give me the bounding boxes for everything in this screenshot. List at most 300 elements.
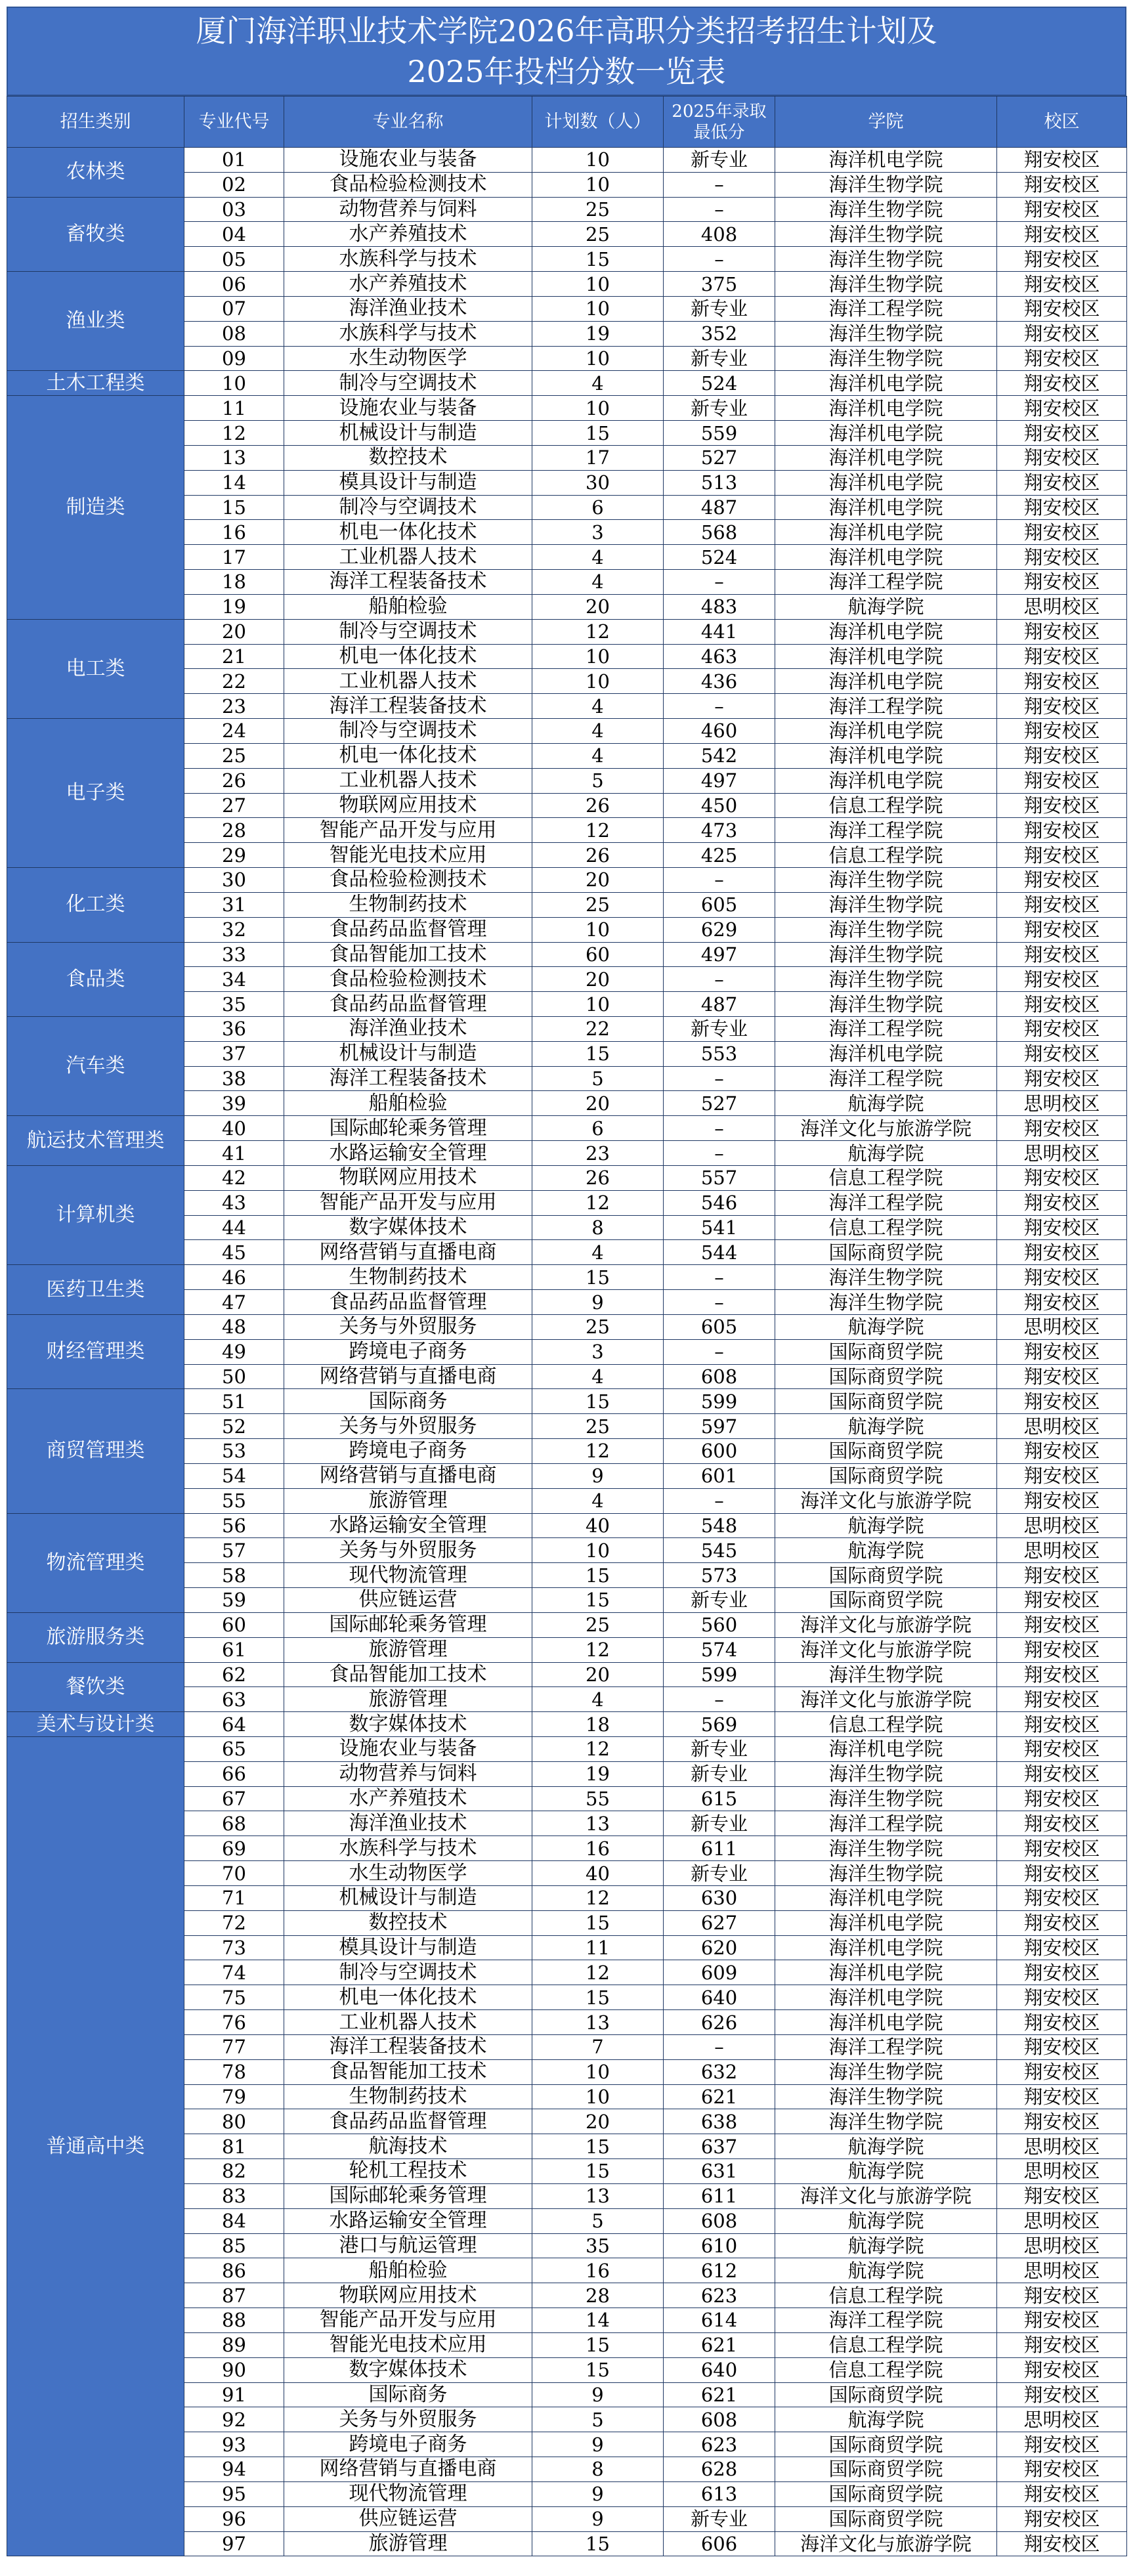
- category-cell: 电子类: [7, 719, 184, 868]
- major-name-cell: 水生动物医学: [284, 346, 532, 371]
- major-name-cell: 船舶检验: [284, 1091, 532, 1116]
- min-score-cell: 608: [664, 2407, 775, 2432]
- college-cell: 海洋工程学院: [775, 1811, 997, 1836]
- college-cell: 海洋工程学院: [775, 1016, 997, 1041]
- min-score-cell: 473: [664, 818, 775, 843]
- min-score-cell: 560: [664, 1612, 775, 1637]
- major-name-cell: 水族科学与技术: [284, 1836, 532, 1861]
- header-category: 招生类别: [7, 97, 184, 148]
- major-name-cell: 食品药品监督管理: [284, 992, 532, 1017]
- major-name-cell: 水路运输安全管理: [284, 1141, 532, 1166]
- major-code-cell: 10: [184, 371, 284, 396]
- campus-cell: 思明校区: [997, 594, 1127, 619]
- plan-count-cell: 12: [532, 818, 664, 843]
- plan-count-cell: 12: [532, 1960, 664, 1985]
- campus-cell: 翔安校区: [997, 470, 1127, 495]
- plan-count-cell: 15: [532, 421, 664, 446]
- campus-cell: 翔安校区: [997, 818, 1127, 843]
- major-name-cell: 智能产品开发与应用: [284, 2308, 532, 2333]
- major-code-cell: 17: [184, 545, 284, 570]
- college-cell: 国际商贸学院: [775, 2481, 997, 2506]
- college-cell: 海洋文化与旅游学院: [775, 1116, 997, 1141]
- min-score-cell: 600: [664, 1439, 775, 1464]
- campus-cell: 思明校区: [997, 2159, 1127, 2184]
- plan-count-cell: 8: [532, 1215, 664, 1240]
- table-row: [7, 1389, 1127, 1414]
- major-code-cell: 81: [184, 2134, 284, 2159]
- plan-count-cell: 25: [532, 197, 664, 222]
- min-score-cell: 450: [664, 793, 775, 818]
- min-score-cell: 608: [664, 2208, 775, 2233]
- major-code-cell: 66: [184, 1761, 284, 1786]
- min-score-cell: 637: [664, 2134, 775, 2159]
- campus-cell: 翔安校区: [997, 545, 1127, 570]
- major-code-cell: 35: [184, 992, 284, 1017]
- plan-count-cell: 4: [532, 719, 664, 744]
- major-code-cell: 27: [184, 793, 284, 818]
- major-code-cell: 47: [184, 1290, 284, 1315]
- header-code: 专业代号: [184, 97, 284, 148]
- college-cell: 国际商贸学院: [775, 2457, 997, 2482]
- major-name-cell: 现代物流管理: [284, 2481, 532, 2506]
- major-code-cell: 54: [184, 1463, 284, 1488]
- major-code-cell: 60: [184, 1612, 284, 1637]
- campus-cell: 翔安校区: [997, 843, 1127, 868]
- campus-cell: 思明校区: [997, 2258, 1127, 2283]
- major-name-cell: 智能光电技术应用: [284, 843, 532, 868]
- major-code-cell: 37: [184, 1041, 284, 1066]
- min-score-cell: 542: [664, 743, 775, 768]
- plan-count-cell: 25: [532, 222, 664, 247]
- major-code-cell: 15: [184, 495, 284, 520]
- min-score-cell: 487: [664, 992, 775, 1017]
- college-cell: 海洋机电学院: [775, 644, 997, 669]
- campus-cell: 翔安校区: [997, 1016, 1127, 1041]
- college-cell: 航海学院: [775, 1141, 997, 1166]
- major-name-cell: 动物营养与饲料: [284, 197, 532, 222]
- college-cell: 海洋工程学院: [775, 570, 997, 595]
- college-cell: 海洋工程学院: [775, 818, 997, 843]
- min-score-cell: 632: [664, 2059, 775, 2084]
- major-name-cell: 航海技术: [284, 2134, 532, 2159]
- major-name-cell: 供应链运营: [284, 2506, 532, 2531]
- header-min-score: 2025年录取最低分: [664, 97, 775, 148]
- min-score-cell: 527: [664, 1091, 775, 1116]
- plan-count-cell: 15: [532, 1588, 664, 1613]
- major-code-cell: 32: [184, 917, 284, 942]
- major-code-cell: 52: [184, 1414, 284, 1439]
- plan-count-cell: 10: [532, 644, 664, 669]
- campus-cell: 翔安校区: [997, 1215, 1127, 1240]
- table-row: [7, 272, 1127, 297]
- campus-cell: 翔安校区: [997, 2084, 1127, 2109]
- plan-count-cell: 26: [532, 1165, 664, 1190]
- major-name-cell: 关务与外贸服务: [284, 1538, 532, 1563]
- min-score-cell: 623: [664, 2283, 775, 2308]
- min-score-cell: –: [664, 1141, 775, 1166]
- min-score-cell: 新专业: [664, 1588, 775, 1613]
- plan-count-cell: 12: [532, 1737, 664, 1762]
- major-name-cell: 水路运输安全管理: [284, 1513, 532, 1538]
- college-cell: 海洋生物学院: [775, 2059, 997, 2084]
- major-name-cell: 现代物流管理: [284, 1563, 532, 1588]
- major-code-cell: 67: [184, 1786, 284, 1811]
- min-score-cell: 610: [664, 2233, 775, 2258]
- table-header-row: [7, 97, 1127, 148]
- campus-cell: 翔安校区: [997, 1761, 1127, 1786]
- campus-cell: 翔安校区: [997, 2531, 1127, 2556]
- major-code-cell: 42: [184, 1165, 284, 1190]
- major-code-cell: 63: [184, 1687, 284, 1712]
- min-score-cell: 527: [664, 445, 775, 470]
- plan-count-cell: 3: [532, 1339, 664, 1364]
- college-cell: 海洋生物学院: [775, 917, 997, 942]
- college-cell: 海洋工程学院: [775, 2308, 997, 2333]
- major-name-cell: 智能产品开发与应用: [284, 1190, 532, 1215]
- college-cell: 信息工程学院: [775, 2332, 997, 2357]
- min-score-cell: 新专业: [664, 1737, 775, 1762]
- college-cell: 海洋生物学院: [775, 272, 997, 297]
- campus-cell: 思明校区: [997, 1141, 1127, 1166]
- plan-count-cell: 15: [532, 2531, 664, 2556]
- college-cell: 海洋机电学院: [775, 520, 997, 545]
- campus-cell: 翔安校区: [997, 1588, 1127, 1613]
- campus-cell: 翔安校区: [997, 1811, 1127, 1836]
- min-score-cell: 559: [664, 421, 775, 446]
- major-name-cell: 数控技术: [284, 445, 532, 470]
- campus-cell: 翔安校区: [997, 346, 1127, 371]
- major-code-cell: 43: [184, 1190, 284, 1215]
- campus-cell: 翔安校区: [997, 2283, 1127, 2308]
- plan-count-cell: 4: [532, 570, 664, 595]
- plan-count-cell: 10: [532, 172, 664, 197]
- min-score-cell: 640: [664, 2357, 775, 2382]
- college-cell: 海洋机电学院: [775, 1737, 997, 1762]
- major-code-cell: 12: [184, 421, 284, 446]
- min-score-cell: 新专业: [664, 2506, 775, 2531]
- table-row: [7, 396, 1127, 421]
- min-score-cell: 623: [664, 2432, 775, 2457]
- major-code-cell: 44: [184, 1215, 284, 1240]
- plan-count-cell: 10: [532, 917, 664, 942]
- major-name-cell: 船舶检验: [284, 2258, 532, 2283]
- major-name-cell: 设施农业与装备: [284, 396, 532, 421]
- campus-cell: 翔安校区: [997, 1041, 1127, 1066]
- college-cell: 海洋文化与旅游学院: [775, 1488, 997, 1513]
- min-score-cell: 新专业: [664, 1861, 775, 1886]
- major-name-cell: 食品智能加工技术: [284, 942, 532, 967]
- plan-count-cell: 4: [532, 371, 664, 396]
- major-code-cell: 87: [184, 2283, 284, 2308]
- major-name-cell: 机械设计与制造: [284, 421, 532, 446]
- college-cell: 海洋机电学院: [775, 619, 997, 644]
- major-name-cell: 制冷与空调技术: [284, 495, 532, 520]
- college-cell: 海洋工程学院: [775, 1066, 997, 1091]
- min-score-cell: –: [664, 1116, 775, 1141]
- major-code-cell: 03: [184, 197, 284, 222]
- plan-count-cell: 26: [532, 843, 664, 868]
- college-cell: 海洋文化与旅游学院: [775, 1637, 997, 1662]
- campus-cell: 思明校区: [997, 2208, 1127, 2233]
- plan-count-cell: 20: [532, 1662, 664, 1687]
- table-row: [7, 371, 1127, 396]
- major-code-cell: 30: [184, 868, 284, 893]
- major-code-cell: 88: [184, 2308, 284, 2333]
- min-score-cell: 628: [664, 2457, 775, 2482]
- college-cell: 航海学院: [775, 1314, 997, 1339]
- campus-cell: 翔安校区: [997, 2457, 1127, 2482]
- min-score-cell: 631: [664, 2159, 775, 2184]
- major-code-cell: 45: [184, 1240, 284, 1265]
- major-name-cell: 工业机器人技术: [284, 545, 532, 570]
- campus-cell: 翔安校区: [997, 2109, 1127, 2134]
- campus-cell: 翔安校区: [997, 2059, 1127, 2084]
- plan-count-cell: 4: [532, 1488, 664, 1513]
- major-name-cell: 机电一体化技术: [284, 743, 532, 768]
- plan-count-cell: 9: [532, 1290, 664, 1315]
- min-score-cell: –: [664, 247, 775, 272]
- plan-count-cell: 10: [532, 2084, 664, 2109]
- major-name-cell: 关务与外贸服务: [284, 1314, 532, 1339]
- campus-cell: 思明校区: [997, 1538, 1127, 1563]
- campus-cell: 翔安校区: [997, 2432, 1127, 2457]
- major-name-cell: 旅游管理: [284, 1637, 532, 1662]
- campus-cell: 翔安校区: [997, 1290, 1127, 1315]
- plan-count-cell: 14: [532, 2308, 664, 2333]
- major-name-cell: 海洋工程装备技术: [284, 2034, 532, 2059]
- plan-count-cell: 55: [532, 1786, 664, 1811]
- campus-cell: 翔安校区: [997, 2034, 1127, 2059]
- major-code-cell: 20: [184, 619, 284, 644]
- plan-count-cell: 28: [532, 2283, 664, 2308]
- table-row: [7, 942, 1127, 967]
- major-code-cell: 46: [184, 1265, 284, 1290]
- major-name-cell: 船舶检验: [284, 594, 532, 619]
- campus-cell: 翔安校区: [997, 2332, 1127, 2357]
- min-score-cell: 611: [664, 1836, 775, 1861]
- table-body: [7, 148, 1127, 2556]
- plan-count-cell: 20: [532, 2109, 664, 2134]
- plan-count-cell: 8: [532, 2457, 664, 2482]
- college-cell: 航海学院: [775, 2407, 997, 2432]
- major-code-cell: 49: [184, 1339, 284, 1364]
- campus-cell: 翔安校区: [997, 2481, 1127, 2506]
- min-score-cell: 621: [664, 2382, 775, 2407]
- college-cell: 海洋生物学院: [775, 992, 997, 1017]
- major-code-cell: 33: [184, 942, 284, 967]
- plan-count-cell: 20: [532, 967, 664, 992]
- major-code-cell: 13: [184, 445, 284, 470]
- min-score-cell: 573: [664, 1563, 775, 1588]
- college-cell: 信息工程学院: [775, 2357, 997, 2382]
- plan-count-cell: 13: [532, 2183, 664, 2208]
- min-score-cell: 463: [664, 644, 775, 669]
- campus-cell: 翔安校区: [997, 197, 1127, 222]
- major-code-cell: 56: [184, 1513, 284, 1538]
- major-code-cell: 96: [184, 2506, 284, 2531]
- plan-count-cell: 9: [532, 1463, 664, 1488]
- college-cell: 国际商贸学院: [775, 2506, 997, 2531]
- admission-plan-table: [7, 96, 1127, 2556]
- plan-count-cell: 4: [532, 1687, 664, 1712]
- plan-count-cell: 15: [532, 1563, 664, 1588]
- campus-cell: 翔安校区: [997, 644, 1127, 669]
- campus-cell: 翔安校区: [997, 1786, 1127, 1811]
- plan-count-cell: 23: [532, 1141, 664, 1166]
- college-cell: 海洋生物学院: [775, 1662, 997, 1687]
- major-name-cell: 跨境电子商务: [284, 2432, 532, 2457]
- college-cell: 海洋生物学院: [775, 2084, 997, 2109]
- college-cell: 海洋工程学院: [775, 694, 997, 719]
- category-cell: 医药卫生类: [7, 1265, 184, 1315]
- min-score-cell: 629: [664, 917, 775, 942]
- title-line-2: 2025年投档分数一览表: [407, 54, 726, 89]
- plan-count-cell: 15: [532, 1265, 664, 1290]
- major-name-cell: 设施农业与装备: [284, 148, 532, 173]
- min-score-cell: 425: [664, 843, 775, 868]
- plan-count-cell: 9: [532, 2481, 664, 2506]
- major-code-cell: 29: [184, 843, 284, 868]
- major-code-cell: 02: [184, 172, 284, 197]
- major-name-cell: 动物营养与饲料: [284, 1761, 532, 1786]
- min-score-cell: 新专业: [664, 346, 775, 371]
- plan-count-cell: 25: [532, 1314, 664, 1339]
- major-code-cell: 34: [184, 967, 284, 992]
- plan-count-cell: 15: [532, 1041, 664, 1066]
- plan-count-cell: 4: [532, 1364, 664, 1389]
- min-score-cell: 599: [664, 1389, 775, 1414]
- plan-count-cell: 20: [532, 1091, 664, 1116]
- major-code-cell: 64: [184, 1712, 284, 1737]
- min-score-cell: 621: [664, 2332, 775, 2357]
- college-cell: 海洋机电学院: [775, 1885, 997, 1910]
- plan-count-cell: 10: [532, 148, 664, 173]
- plan-count-cell: 40: [532, 1513, 664, 1538]
- college-cell: 海洋机电学院: [775, 470, 997, 495]
- plan-count-cell: 25: [532, 892, 664, 917]
- table-row: [7, 1737, 1127, 1762]
- college-cell: 海洋机电学院: [775, 768, 997, 793]
- table-row: [7, 197, 1127, 222]
- campus-cell: 翔安校区: [997, 768, 1127, 793]
- min-score-cell: 546: [664, 1190, 775, 1215]
- campus-cell: 翔安校区: [997, 1737, 1127, 1762]
- min-score-cell: 553: [664, 1041, 775, 1066]
- campus-cell: 翔安校区: [997, 868, 1127, 893]
- college-cell: 海洋生物学院: [775, 1861, 997, 1886]
- plan-count-cell: 10: [532, 396, 664, 421]
- major-code-cell: 91: [184, 2382, 284, 2407]
- major-code-cell: 92: [184, 2407, 284, 2432]
- campus-cell: 翔安校区: [997, 1985, 1127, 2010]
- major-name-cell: 食品药品监督管理: [284, 2109, 532, 2134]
- plan-count-cell: 22: [532, 1016, 664, 1041]
- major-code-cell: 78: [184, 2059, 284, 2084]
- major-code-cell: 93: [184, 2432, 284, 2457]
- category-cell: 制造类: [7, 396, 184, 619]
- major-code-cell: 14: [184, 470, 284, 495]
- table-row: [7, 619, 1127, 644]
- major-name-cell: 跨境电子商务: [284, 1339, 532, 1364]
- min-score-cell: 597: [664, 1414, 775, 1439]
- major-name-cell: 制冷与空调技术: [284, 371, 532, 396]
- major-code-cell: 79: [184, 2084, 284, 2109]
- major-code-cell: 50: [184, 1364, 284, 1389]
- major-name-cell: 海洋渔业技术: [284, 1016, 532, 1041]
- major-name-cell: 海洋渔业技术: [284, 1811, 532, 1836]
- campus-cell: 思明校区: [997, 2134, 1127, 2159]
- plan-count-cell: 15: [532, 1389, 664, 1414]
- campus-cell: 翔安校区: [997, 2382, 1127, 2407]
- major-name-cell: 海洋渔业技术: [284, 296, 532, 321]
- min-score-cell: –: [664, 2034, 775, 2059]
- major-name-cell: 机电一体化技术: [284, 520, 532, 545]
- campus-cell: 翔安校区: [997, 172, 1127, 197]
- major-name-cell: 物联网应用技术: [284, 2283, 532, 2308]
- min-score-cell: 548: [664, 1513, 775, 1538]
- college-cell: 航海学院: [775, 2258, 997, 2283]
- campus-cell: 思明校区: [997, 2233, 1127, 2258]
- college-cell: 海洋生物学院: [775, 346, 997, 371]
- campus-cell: 翔安校区: [997, 272, 1127, 297]
- college-cell: 信息工程学院: [775, 843, 997, 868]
- major-code-cell: 31: [184, 892, 284, 917]
- college-cell: 海洋生物学院: [775, 1761, 997, 1786]
- category-cell: 物流管理类: [7, 1513, 184, 1612]
- plan-count-cell: 15: [532, 2134, 664, 2159]
- min-score-cell: 611: [664, 2183, 775, 2208]
- campus-cell: 翔安校区: [997, 495, 1127, 520]
- campus-cell: 思明校区: [997, 1314, 1127, 1339]
- major-code-cell: 38: [184, 1066, 284, 1091]
- min-score-cell: 568: [664, 520, 775, 545]
- major-code-cell: 74: [184, 1960, 284, 1985]
- plan-count-cell: 9: [532, 2432, 664, 2457]
- college-cell: 信息工程学院: [775, 1215, 997, 1240]
- major-name-cell: 模具设计与制造: [284, 1935, 532, 1960]
- campus-cell: 翔安校区: [997, 1712, 1127, 1737]
- campus-cell: 翔安校区: [997, 1612, 1127, 1637]
- min-score-cell: 497: [664, 942, 775, 967]
- plan-count-cell: 12: [532, 619, 664, 644]
- college-cell: 海洋生物学院: [775, 321, 997, 346]
- plan-count-cell: 5: [532, 2407, 664, 2432]
- plan-count-cell: 19: [532, 321, 664, 346]
- min-score-cell: –: [664, 1339, 775, 1364]
- major-code-cell: 08: [184, 321, 284, 346]
- min-score-cell: 352: [664, 321, 775, 346]
- major-code-cell: 40: [184, 1116, 284, 1141]
- college-cell: 海洋机电学院: [775, 495, 997, 520]
- college-cell: 国际商贸学院: [775, 1240, 997, 1265]
- campus-cell: 翔安校区: [997, 2183, 1127, 2208]
- major-name-cell: 国际邮轮乘务管理: [284, 1612, 532, 1637]
- min-score-cell: –: [664, 967, 775, 992]
- min-score-cell: 638: [664, 2109, 775, 2134]
- major-code-cell: 68: [184, 1811, 284, 1836]
- plan-count-cell: 15: [532, 2332, 664, 2357]
- table-row: [7, 1662, 1127, 1687]
- plan-count-cell: 10: [532, 296, 664, 321]
- header-college: 学院: [775, 97, 997, 148]
- campus-cell: 翔安校区: [997, 1165, 1127, 1190]
- college-cell: 海洋工程学院: [775, 2034, 997, 2059]
- min-score-cell: 615: [664, 1786, 775, 1811]
- campus-cell: 翔安校区: [997, 520, 1127, 545]
- min-score-cell: –: [664, 1687, 775, 1712]
- major-code-cell: 41: [184, 1141, 284, 1166]
- major-code-cell: 70: [184, 1861, 284, 1886]
